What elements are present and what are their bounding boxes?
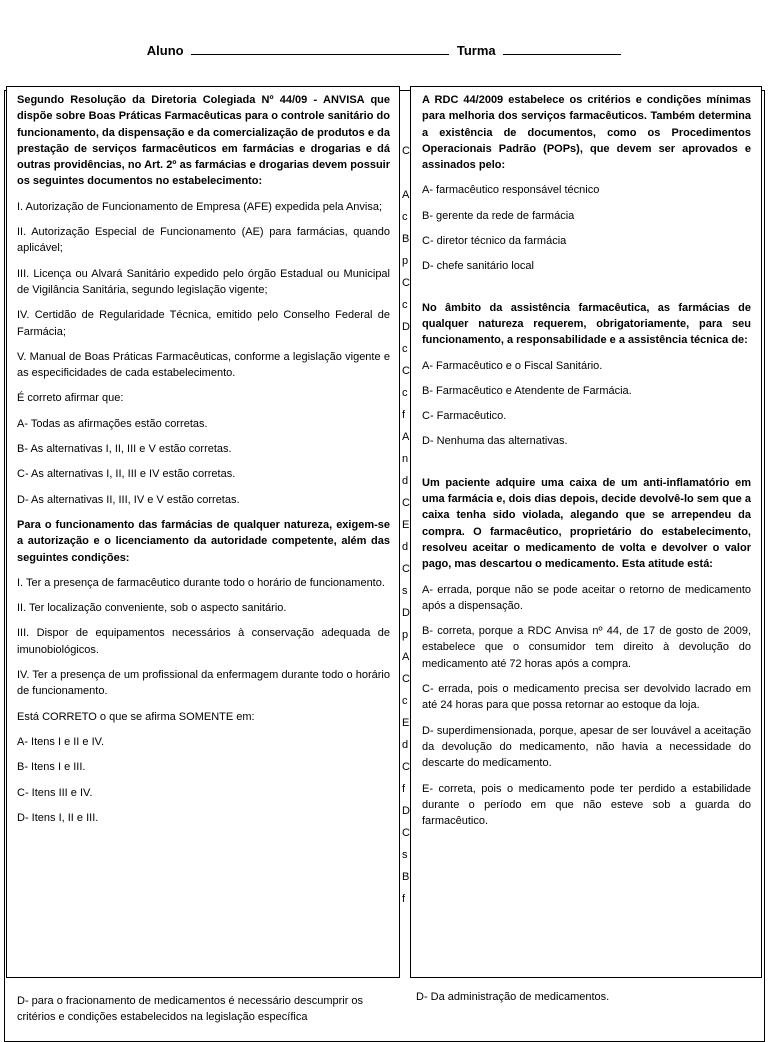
- left-question-box: [6, 86, 400, 978]
- question-1: [17, 92, 390, 508]
- q1-option-a: A- Todas as afirmações estão corretas.: [17, 417, 208, 430]
- question-2: [17, 517, 390, 826]
- q4-option-c: C- Farmacêutico.: [422, 410, 507, 423]
- spacer: [422, 284, 751, 300]
- question-2-stem: Para o funcionamento das farmácias de qualquer natureza, exigem-se a autorização e o licenciamento da autoridade competente, além das seguintes condições:: [17, 518, 390, 564]
- q1-item-1: I. Autorização de Funcionamento de Empresa (AFE) expedida pela Anvisa;: [17, 200, 383, 213]
- q3-option-c: C- diretor técnico da farmácia: [422, 235, 567, 248]
- q2-item-2: II. Ter localização conveniente, sob o aspecto sanitário.: [17, 602, 287, 615]
- q3-option-d: D- chefe sanitário local: [422, 260, 534, 273]
- q1-item-2: II. Autorização Especial de Funcionamento (AE) para farmácias, quando aplicável;: [17, 226, 390, 255]
- question-4-stem: No âmbito da assistência farmacêutica, as farmácias de qualquer natureza requerem, obrigatoriamente, para seu funcionamento, a responsabilidade e a assistência técnica de:: [422, 301, 751, 347]
- student-header: [0, 43, 768, 58]
- question-3: [422, 92, 751, 275]
- question-1-stem: Segundo Resolução da Diretoria Colegiada Nº 44/09 - ANVISA que dispõe sobre Boas Práticas Farmacêuticas para o controle sanitário do funcionamento, da dispensação e da comercialização de produtos e da prestação de serviços farmacêuticos em farmácias e drogarias e dá outras providências, no Art. 2º as farmácias e drogarias devem possuir os seguintes documentos no estabelecimento:: [17, 94, 390, 188]
- turma-label: Turma: [456, 43, 496, 58]
- q2-option-d: D- Itens I, II e III.: [17, 811, 99, 824]
- q2-option-a: A- Itens I e II e IV.: [17, 735, 105, 748]
- q2-option-c: C- Itens III e IV.: [17, 786, 93, 799]
- q2-item-3: III. Dispor de equipamentos necessários à conservação adequada de imunobiológicos.: [17, 627, 390, 656]
- q3-option-a: A- farmacêutico responsável técnico: [422, 184, 600, 197]
- aluno-blank-line: [191, 54, 449, 55]
- q2-prompt: Está CORRETO o que se afirma SOMENTE em:: [17, 710, 255, 723]
- q5-option-a: A- errada, porque não se pode aceitar o retorno de medicamento após a dispensação.: [422, 583, 751, 612]
- back-page-peek-letters: C A c B p C c D c C c f A n d C E d C s D p A C c E d C f D C s B f: [402, 145, 410, 905]
- question-4: [422, 300, 751, 450]
- question-3-stem: A RDC 44/2009 estabelece os critérios e condições mínimas para melhoria dos serviços farmacêuticos. Também determina a existência de documentos, como os Procedimentos Operacionais Padrão (POPs), que devem ser aprovados e assinados pelo:: [422, 94, 751, 172]
- back-left-bottom-text: D- para o fracionamento de medicamentos é necessário descumprir os critérios e condições estabelecidos na legislação específica: [17, 995, 364, 1023]
- back-right-bottom-text: D- Da administração de medicamentos.: [416, 991, 610, 1003]
- q5-option-e: E- correta, pois o medicamento pode ter perdido a estabilidade durante o período em que não esteve sob a guarda do farmacêutico.: [422, 782, 751, 828]
- q2-item-1: I. Ter a presença de farmacêutico durante todo o horário de funcionamento.: [17, 576, 385, 589]
- question-5: [422, 475, 751, 830]
- q1-option-c: C- As alternativas I, II, III e IV estão corretas.: [17, 468, 236, 481]
- question-5-stem: Um paciente adquire uma caixa de um anti-inflamatório em uma farmácia e, dois dias depois, decide devolvê-lo sem que a caixa tenha sido violada, alegando que se arrependeu da compra. O farmacêutico, proprietário do estabelecimento, resolveu aceitar o medicamento de volta e devolver o valor pago, mas descartou o medicamento. Esta atitude está:: [422, 476, 751, 571]
- q1-option-b: B- As alternativas I, II, III e V estão corretas.: [17, 443, 232, 456]
- q4-option-d: D- Nenhuma das alternativas.: [422, 435, 568, 448]
- q2-option-b: B- Itens I e III.: [17, 761, 86, 774]
- q4-option-a: A- Farmacêutico e o Fiscal Sanitário.: [422, 359, 603, 372]
- q1-prompt: É correto afirmar que:: [17, 392, 124, 405]
- q5-option-d: D- superdimensionada, porque, apesar de ser louvável a aceitação da devolução do medicamento, não havia a necessidade do descarte do medicamento.: [422, 724, 751, 770]
- q5-option-c: C- errada, pois o medicamento precisa ser devolvido lacrado em até 24 horas para que possa retornar ao estoque da loja.: [422, 683, 751, 712]
- q2-item-4: IV. Ter a presença de um profissional da enfermagem durante todo o horário de funcionamento.: [17, 669, 390, 698]
- q5-option-b: B- correta, porque a RDC Anvisa nº 44, de 17 de gosto de 2009, estabelece que o consumidor tem direito à devolução do medicamento até 72 horas após a compra.: [422, 625, 751, 670]
- right-question-box: [410, 86, 762, 978]
- q3-option-b: B- gerente da rede de farmácia: [422, 209, 575, 222]
- q1-item-4: IV. Certidão de Regularidade Técnica, emitido pelo Conselho Federal de Farmácia;: [17, 309, 390, 338]
- q1-item-3: III. Licença ou Alvará Sanitário expedido pelo órgão Estadual ou Municipal de Vigilância Sanitária, segundo legislação vigente;: [17, 267, 390, 296]
- q4-option-b: B- Farmacêutico e Atendente de Farmácia.: [422, 384, 632, 397]
- aluno-label: Aluno: [146, 43, 184, 58]
- turma-blank-line: [503, 54, 621, 55]
- q1-item-5: V. Manual de Boas Práticas Farmacêuticas, conforme a legislação vigente e as especificidades de cada estabelecimento.: [17, 350, 390, 380]
- q1-option-d: D- As alternativas II, III, IV e V estão corretas.: [17, 493, 240, 506]
- spacer: [422, 459, 751, 475]
